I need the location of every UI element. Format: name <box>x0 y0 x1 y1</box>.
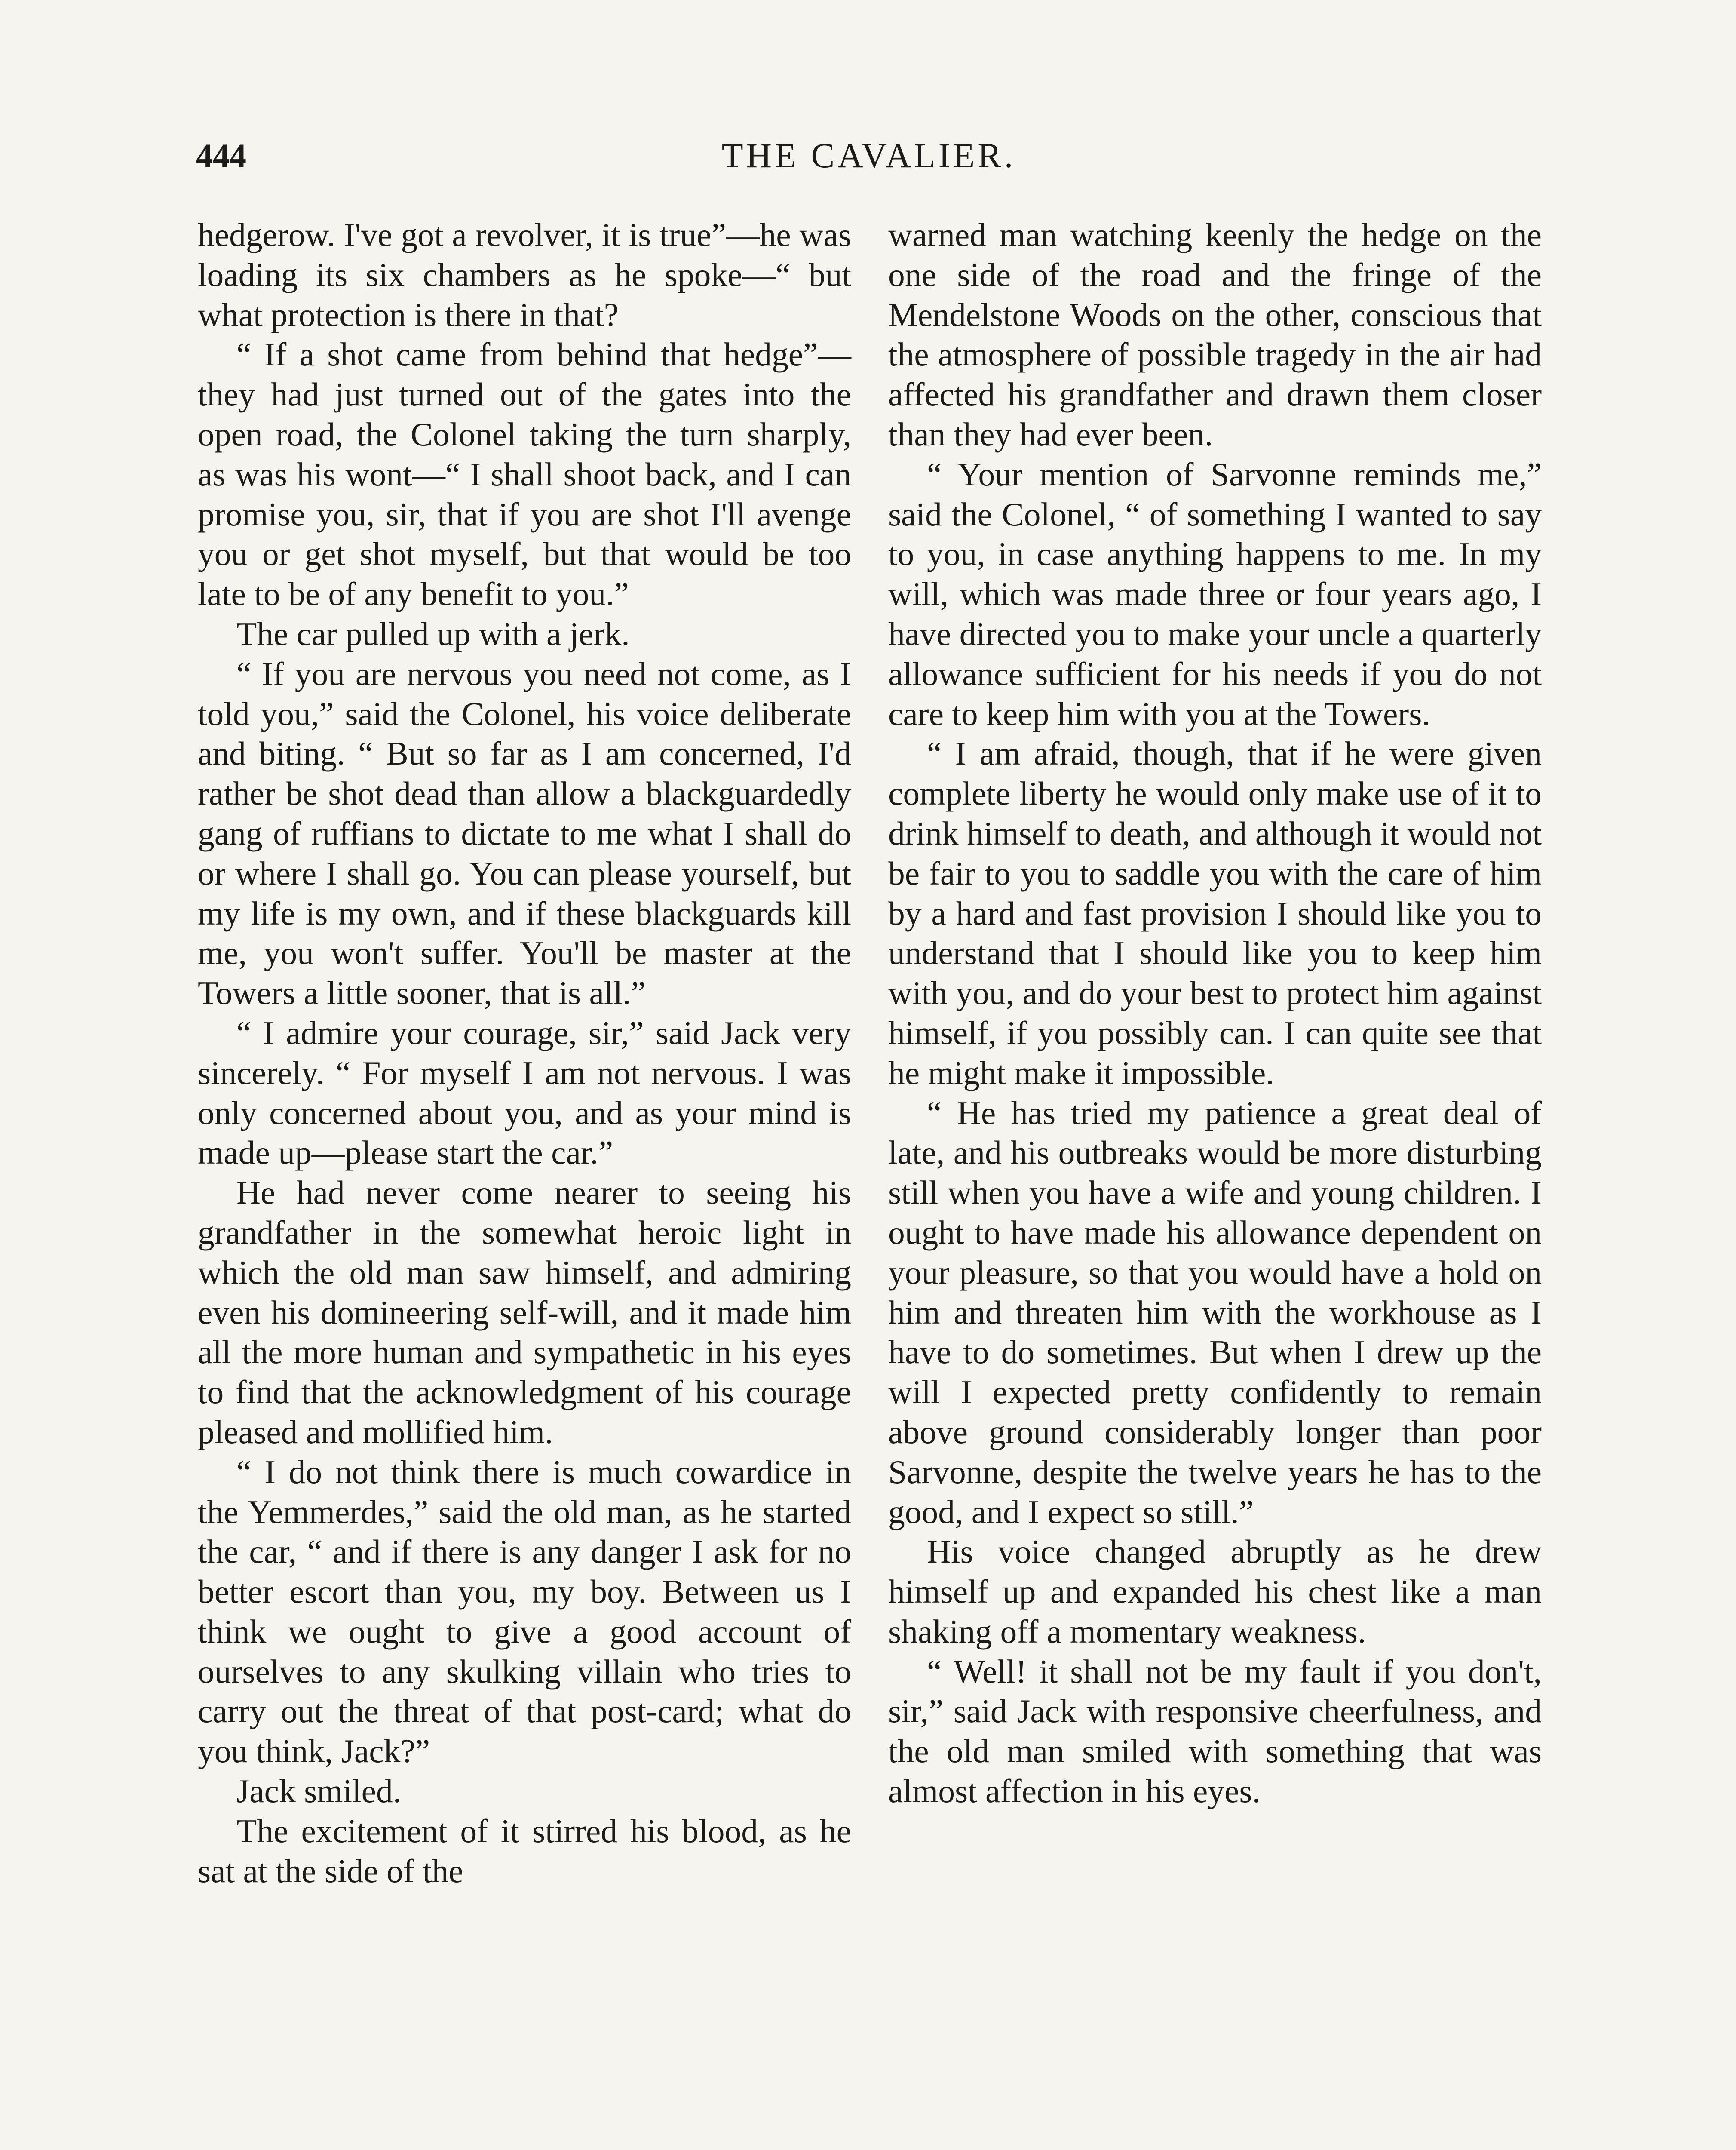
right-column <box>888 215 1542 1811</box>
paragraph: His voice changed abruptly as he drew himself up and expanded his chest like a man shaking off a momentary weakness. <box>888 1533 1542 1650</box>
paragraph: warned man watching keenly the hedge on the one side of the road and the fringe of the Mendelstone Woods on the other, conscious that the atmosphere of possible tragedy in the air had affected his grandfather and drawn them closer than they had ever been. <box>888 216 1542 453</box>
paragraph: hedgerow. I've got a revolver, it is true”—he was loading its six chambers as he spoke—“ but what protection is there in that? <box>198 216 851 333</box>
paragraph: “ I am afraid, though, that if he were given complete liberty he would only make use of it to drink himself to death, and although it would not be fair to you to saddle you with the care of him by a hard and fast provision I should like you to understand that I should like you to keep him with you, and do your best to protect him against himself, if you possibly can. I can quite see that he might make it impossible. <box>888 735 1542 1091</box>
paragraph: “ Well! it shall not be my fault if you don't, sir,” said Jack with responsive cheerfulness, and the old man smiled with something that was almost affection in his eyes. <box>888 1652 1542 1810</box>
paragraph: “ I do not think there is much cowardice in the Yemmerdes,” said the old man, as he started the car, “ and if there is any danger I ask for no better escort than you, my boy. Between us I think we ought to give a good account of ourselves to any skulking villain who tries to carry out the threat of that post-card; what do you think, Jack?” <box>198 1453 851 1770</box>
page-header <box>196 126 1542 186</box>
paragraph: The car pulled up with a jerk. <box>236 615 630 652</box>
paragraph: Jack smiled. <box>236 1772 402 1810</box>
left-column <box>198 215 851 1891</box>
page-number: 444 <box>196 137 246 174</box>
paragraph: “ I admire your courage, sir,” said Jack very sincerely. “ For myself I am not nervous. I was only concerned about you, and as your mind is made up—please start the car.” <box>198 1014 851 1171</box>
paragraph: He had never come nearer to seeing his grandfather in the somewhat heroic light in which the old man saw himself, and admiring even his domineering self-will, and it made him all the more human and sympathetic in his eyes to find that the acknowledgment of his courage pleased and mollified him. <box>198 1174 851 1450</box>
paragraph: “ If a shot came from behind that hedge”—they had just turned out of the gates into the open road, the Colonel taking the turn sharply, as was his wont—“ I shall shoot back, and I can promise you, sir, that if you are shot I'll avenge you or get shot myself, but that would be too late to be of any benefit to you.” <box>198 336 851 613</box>
paragraph: “ If you are nervous you need not come, as I told you,” said the Colonel, his voice deliberate and biting. “ But so far as I am concerned, I'd rather be shot dead than allow a blackguardedly gang of ruffians to dictate to me what I shall do or where I shall go. You can please yourself, but my life is my own, and if these blackguards kill me, you won't suffer. You'll be master at the Towers a little sooner, that is all.” <box>198 655 851 1012</box>
paragraph: The excitement of it stirred his blood, as he sat at the side of the <box>198 1812 851 1889</box>
running-title: THE CAVALIER. <box>721 136 1016 175</box>
paragraph: “ Your mention of Sarvonne reminds me,” said the Colonel, “ of something I wanted to say to you, in case anything happens to me. In my will, which was made three or four years ago, I have directed you to make your uncle a quarterly allowance sufficient for his needs if you do not care to keep him with you at the Towers. <box>888 455 1542 732</box>
paragraph: “ He has tried my patience a great deal of late, and his outbreaks would be more disturbing still when you have a wife and young children. I ought to have made his allowance dependent on your pleasure, so that you would have a hold on him and threaten him with the workhouse as I have to do sometimes. But when I drew up the will I expected pretty confidently to remain above ground considerably longer than poor Sarvonne, despite the twelve years he has to the good, and I expect so still.” <box>888 1094 1542 1530</box>
